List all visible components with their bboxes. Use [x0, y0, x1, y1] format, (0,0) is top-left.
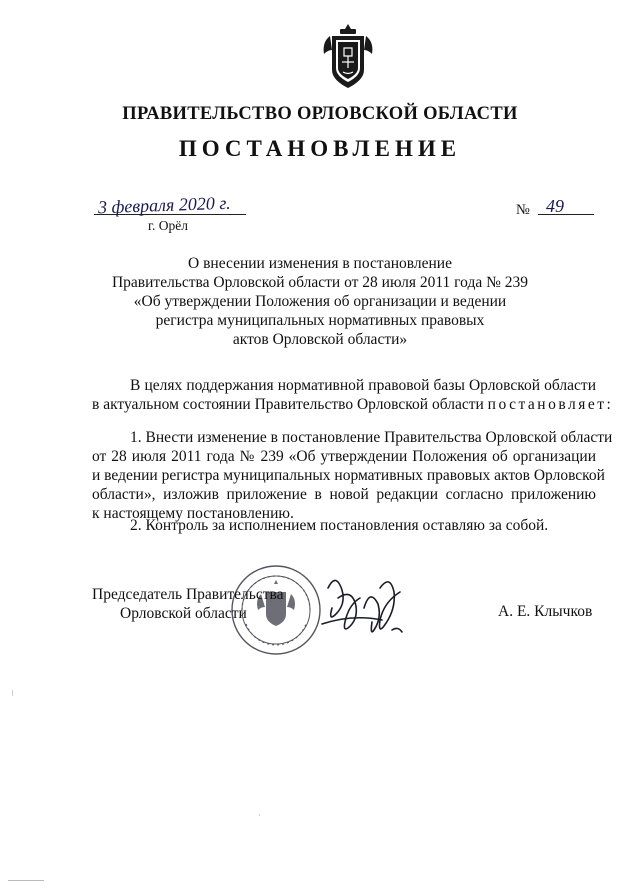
intro-paragraph	[92, 376, 614, 414]
item-1-line: и ведении регистра муниципальных нормативных правовых актов Орловской	[92, 467, 605, 484]
scan-artifact: ·	[258, 810, 261, 820]
item-1-line: области», изложив приложение в новой редакции согласно приложению	[92, 486, 596, 503]
subject-line: регистра муниципальных нормативных правовых	[155, 312, 485, 329]
margin-mark	[12, 690, 13, 696]
handwritten-signature	[318, 568, 414, 650]
item-2-paragraph	[92, 516, 596, 535]
document-subject	[100, 254, 540, 349]
intro-line	[92, 395, 614, 414]
city-label: г. Орёл	[148, 218, 188, 233]
bottom-margin-line	[8, 880, 44, 881]
item-1-line: 1. Внести изменение в постановление Правительства Орловской области	[130, 429, 613, 446]
document-type-heading: ПОСТАНОВЛЕНИЕ	[178, 136, 462, 161]
subject-line: «Об утверждении Положения об организации и ведении	[133, 293, 507, 310]
coat-of-arms-emblem	[318, 22, 378, 92]
item-1-line: к настоящему постановлению.	[92, 505, 294, 522]
date-underline	[94, 214, 246, 215]
resolve-verb: постановляет:	[487, 396, 614, 413]
item-2-line: 2. Контроль за исполнением постановления оставляю за собой.	[130, 517, 549, 534]
subject-line: Правительства Орловской области от 28 июля 2011 года № 239	[111, 274, 529, 291]
item-1-paragraph	[92, 428, 613, 523]
government-title: ПРАВИТЕЛЬСТВО ОРЛОВСКОЙ ОБЛАСТИ	[122, 104, 518, 124]
position-line: Председатель Правительства	[92, 586, 284, 603]
subject-line: актов Орловской области»	[232, 331, 408, 348]
position-line: Орловской области	[120, 605, 247, 622]
number-sign: №	[516, 202, 530, 218]
handwritten-date: 3 февраля 2020 г.	[97, 192, 231, 218]
handwritten-number: 49	[546, 196, 564, 216]
signatory-name: А. Е. Клычков	[498, 603, 593, 620]
intro-line-start: в актуальном состоянии Правительство Орловской области	[92, 396, 484, 413]
item-1-line: от 28 июля 2011 года № 239 «Об утверждении Положения об организации	[92, 448, 596, 465]
number-underline	[538, 214, 594, 215]
intro-line: В целях поддержания нормативной правовой базы Орловской области	[130, 377, 596, 394]
subject-line: О внесении изменения в постановление	[188, 255, 452, 272]
signatory-position	[92, 585, 284, 623]
